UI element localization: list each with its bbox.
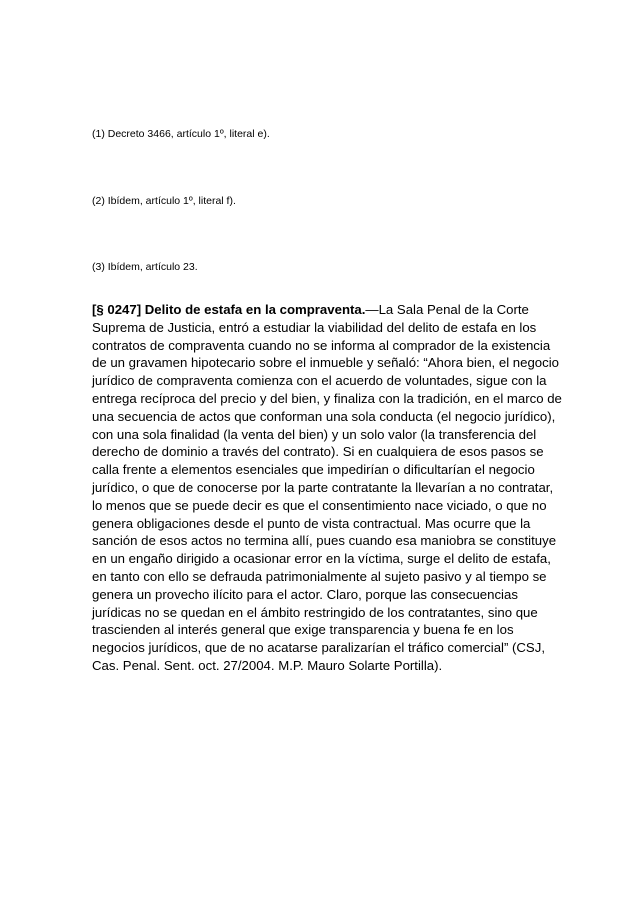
- heading-dash: —: [365, 302, 379, 317]
- footnote-2: (2) Ibídem, artículo 1º, literal f).: [92, 195, 236, 207]
- footnote-1: (1) Decreto 3466, artículo 1º, literal e).: [92, 128, 270, 140]
- section-heading: [§ 0247] Delito de estafa en la compraventa.: [92, 302, 366, 317]
- section-paragraph: [92, 301, 562, 675]
- section-body: La Sala Penal de la Corte Suprema de Justicia, entró a estudiar la viabilidad del delito de estafa en los contratos de compraventa cuando no se informa al comprador de la existencia de un gravamen hipotecario sobre el inmueble y señaló: “Ahora bien, el negocio jurídico de compraventa comienza con el acuerdo de voluntades, sigue con la entrega recíproca del precio y del bien, y finaliza con la tradición, en el marco de una secuencia de actos que conforman una sola conducta (el negocio jurídico), con una sola finalidad (la venta del bien) y un solo valor (la transferencia del derecho de dominio a través del contrato). Si en cualquiera de esos pasos se calla frente a elementos esenciales que impedirían o dificultarían el negocio jurídico, o que de conocerse por la parte contratante la llevarían a no contratar, lo menos que se puede decir es que el consentimiento nace viciado, o que no genera obligaciones desde el punto de vista contractual. Mas ocurre que la sanción de esos actos no termina allí, pues cuando esa maniobra se constituye en un engaño dirigido a ocasionar error en la víctima, surge el delito de estafa, en tanto con ello se defrauda patrimonialmente al sujeto pasivo y al tiempo se genera un provecho ilícito para el actor. Claro, porque las consecuencias jurídicas no se quedan en el ámbito restringido de los contratantes, sino que trascienden al interés general que exige transparencia y buena fe en los negocios jurídicos, que de no acatarse paralizarían el tráfico comercial” (CSJ, Cas. Penal. Sent. oct. 27/2004. M.P. Mauro Solarte Portilla).: [92, 302, 562, 673]
- footnote-3: (3) Ibídem, artículo 23.: [92, 261, 198, 273]
